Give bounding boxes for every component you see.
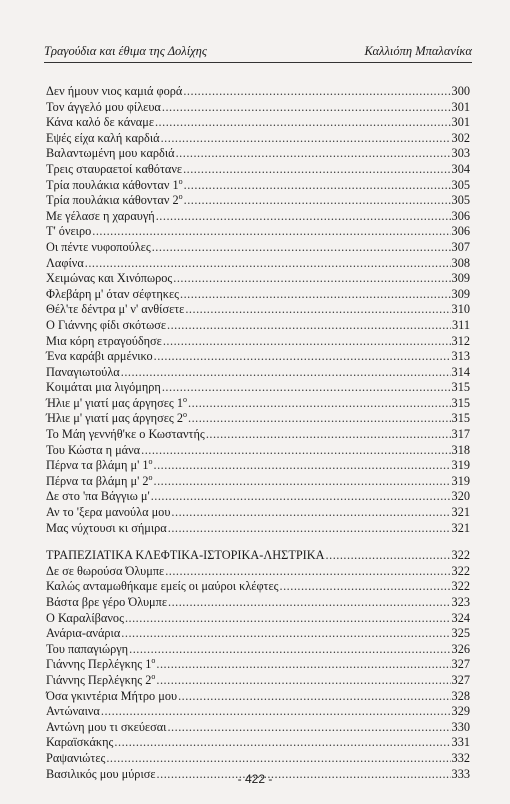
toc-entry [46, 240, 470, 256]
dot-leader [162, 380, 451, 396]
toc-entry-title-text: Βάστα βρε γέρο Όλυμπε [46, 595, 167, 609]
toc-entry-title-text: Γιάννης Περλέγκης 1 [46, 657, 152, 672]
dot-leader [165, 564, 450, 580]
dot-leader [85, 256, 451, 272]
ordinal-marker: ο [183, 394, 187, 404]
ordinal-marker: ο [178, 192, 183, 202]
toc-entry-page: 301 [451, 115, 470, 130]
toc-entry-title [46, 427, 205, 443]
toc-entry-title [46, 735, 113, 751]
toc-entry [46, 318, 470, 334]
toc-entry-page: 311 [452, 317, 470, 332]
toc-entry-title [46, 271, 172, 287]
toc-entry-title [46, 146, 175, 162]
toc-entry-page: 306 [451, 208, 470, 223]
toc-entry-page: 318 [451, 442, 470, 457]
toc-entry [46, 548, 470, 564]
toc-entry-title [46, 178, 183, 194]
dot-leader [156, 673, 450, 689]
toc-entry-title-text: Βαλαντωμένη μου καρδιά [46, 146, 175, 161]
toc-entry-title-text: Ένα καράβι αρμένικο [46, 349, 153, 364]
dot-leader [156, 657, 450, 673]
toc-entry-title-text: Φλεβάρη μ' όταν σέφτηκες [46, 286, 179, 301]
dot-leader [178, 689, 450, 705]
dot-leader [101, 704, 451, 720]
toc-entry-title [46, 611, 124, 627]
toc-entry-title [46, 673, 155, 689]
toc-entry-page: 307 [451, 239, 470, 254]
toc-entry-title-text: Εψές είχα καλή καρδιά [46, 130, 160, 145]
dot-leader [167, 318, 451, 334]
toc-entry [46, 100, 470, 116]
dot-leader [176, 146, 451, 162]
toc-entry [46, 611, 470, 627]
toc-entry-page: 314 [451, 364, 470, 379]
toc-entry-page: 309 [451, 286, 470, 301]
toc-entry-page: 321 [451, 505, 470, 520]
toc-entry-page: 319 [451, 473, 470, 488]
toc-entry [46, 224, 470, 240]
header-author: Καλλιόπη Μπαλανίκα [364, 44, 472, 58]
toc-entry-title-text: Τρία πουλάκια κάθονταν 1 [46, 177, 179, 192]
toc-entry-title [46, 287, 179, 303]
toc-entry-title-text: Τ' όνειρο [46, 224, 92, 239]
toc-entry [46, 751, 470, 767]
toc-entry-title-text: Τρεις σταυραετοί καθότανε [46, 161, 183, 176]
toc-entry-title-text: Του Κώστα η μάνα [46, 442, 141, 457]
toc-entry-page: 320 [451, 489, 470, 504]
toc-entry [46, 411, 470, 427]
toc-entry-page: 330 [451, 719, 470, 734]
header-book-title: Τραγούδια και έθιμα της Δολίχης [44, 44, 207, 58]
toc-entry [46, 380, 470, 396]
dot-leader [185, 302, 450, 318]
toc-entry-title-text: Τον άγγελό μου φίλευα [46, 99, 161, 114]
toc-entry-title [46, 564, 164, 580]
toc-entry-title [46, 302, 184, 318]
dot-leader [125, 611, 451, 627]
ordinal-marker: ο [148, 457, 153, 467]
toc-entry-title [46, 365, 120, 381]
dot-leader [154, 474, 451, 490]
toc-entry-title-text: ΤΡΑΠΕΖΙΑΤΙΚΑ ΚΛΕΦΤΙΚΑ-ΙΣΤΟΡΙΚΑ-ΛΗΣΤΡΙΚΑ [46, 548, 325, 563]
toc-entry-page: 322 [451, 563, 470, 578]
toc-entry [46, 474, 470, 490]
dot-leader [92, 224, 450, 240]
toc-entry-title [46, 318, 166, 334]
toc-entry-title [46, 642, 128, 658]
table-of-contents [46, 84, 470, 782]
ordinal-marker: ο [148, 472, 153, 482]
toc-entry-title [46, 256, 84, 272]
toc-entry-page: 305 [451, 177, 470, 192]
toc-entry-title-text: Αν το 'ξερα μανούλα μου [46, 505, 171, 520]
toc-entry [46, 334, 470, 350]
toc-entry-title-text: Καραϊσκάκης [46, 735, 114, 750]
toc-entry-title-text: Μια κόρη ετραγούδησε [46, 333, 162, 348]
toc-entry-title [46, 162, 182, 178]
toc-section-kleftika [46, 548, 470, 782]
toc-entry-page: 305 [451, 193, 470, 208]
toc-entry-title [46, 100, 161, 116]
toc-entry-title [46, 240, 151, 256]
dot-leader [184, 178, 451, 194]
toc-entry-title-text: Παναγιωτούλα [46, 364, 120, 379]
toc-entry-title [46, 505, 170, 521]
toc-entry-title-text: Λαφίνα [46, 255, 84, 270]
section-gap [46, 536, 470, 548]
toc-entry-title [46, 334, 162, 350]
toc-entry [46, 131, 470, 147]
toc-entry [46, 256, 470, 272]
toc-entry-title [46, 720, 166, 736]
toc-entry [46, 595, 470, 611]
toc-entry-page: 322 [451, 548, 470, 563]
toc-entry-title [46, 380, 161, 396]
toc-entry-title-text: Κοιμάται μια λιγόμηρη [46, 380, 161, 395]
toc-entry-title-text: Ο Καραλίβανος [46, 610, 124, 625]
dot-leader [154, 349, 451, 365]
ordinal-marker: ο [183, 410, 187, 420]
toc-entry-title-text: Όσα γκιντέρια Μήτρο μου [46, 688, 178, 703]
dot-leader [151, 489, 451, 505]
toc-entry-page: 303 [451, 146, 470, 161]
toc-entry-page: 313 [451, 349, 470, 364]
toc-entry [46, 209, 470, 225]
toc-entry-page: 300 [451, 84, 470, 98]
toc-entry-title [46, 626, 120, 642]
toc-entry-title-text: Δε σε θωρούσα Όλυμπε [46, 563, 165, 578]
toc-entry [46, 564, 470, 580]
toc-entry-title-text: Ήλιε μ' γιατί μας άργησες 2 [46, 411, 183, 426]
toc-entry [46, 396, 470, 412]
toc-entry [46, 443, 470, 459]
toc-entry-title [46, 548, 325, 564]
toc-entry-page: 317 [451, 427, 470, 442]
toc-entry-title [46, 689, 177, 705]
toc-entry-title [46, 115, 154, 131]
toc-entry-title [46, 595, 167, 611]
toc-entry-title-text: Του παπαγιώργη [46, 641, 129, 656]
toc-entry-title-text: Δεν ήμουν νιος καμιά φορά [46, 84, 183, 98]
toc-entry-title-text: Αντώνη μου τι σκεύεσαι [46, 719, 167, 734]
dot-leader [180, 287, 451, 303]
toc-entry-page: 310 [451, 302, 470, 317]
dot-leader [183, 84, 450, 100]
dot-leader [280, 579, 451, 595]
toc-entry-title-text: Ανάρια-ανάρια [46, 626, 121, 641]
toc-entry-title [46, 657, 155, 673]
toc-entry-page: 331 [451, 735, 470, 750]
toc-entry-page: 329 [451, 704, 470, 719]
toc-entry-page: 325 [451, 626, 470, 641]
dot-leader [155, 115, 451, 131]
toc-entry [46, 735, 470, 751]
dot-leader [167, 720, 450, 736]
toc-entry-page: 308 [451, 255, 470, 270]
dot-leader [168, 521, 451, 537]
toc-entry-page: 302 [451, 130, 470, 145]
dot-leader [156, 209, 451, 225]
toc-entry-title-text: Δε στο 'πα Βάγγιω μ' [46, 489, 150, 504]
dot-leader [173, 271, 450, 287]
toc-entry-title [46, 84, 182, 100]
toc-entry-title [46, 224, 91, 240]
dot-leader [168, 595, 451, 611]
toc-entry-page: 312 [451, 333, 470, 348]
toc-entry-page: 321 [451, 520, 470, 535]
toc-entry [46, 458, 470, 474]
dot-leader [184, 193, 451, 209]
dot-leader [163, 334, 451, 350]
toc-entry [46, 489, 470, 505]
dot-leader [206, 427, 451, 443]
toc-entry [46, 689, 470, 705]
toc-entry-page: 332 [451, 750, 470, 765]
toc-entry [46, 365, 470, 381]
toc-entry-title-text: Θέλ'τε δέντρα μ' ν' ανθίσετε [46, 302, 185, 317]
toc-entry-title [46, 474, 153, 490]
page-number: - 422 - [237, 772, 273, 786]
toc-entry-page: 322 [451, 579, 470, 594]
toc-entry [46, 579, 470, 595]
toc-entry-page: 315 [451, 395, 470, 410]
toc-entry-page: 315 [451, 380, 470, 395]
toc-entry [46, 704, 470, 720]
toc-entry [46, 287, 470, 303]
toc-entry-page: 323 [451, 595, 470, 609]
dot-leader [121, 365, 451, 381]
toc-entry [46, 427, 470, 443]
toc-entry-title [46, 349, 153, 365]
toc-entry [46, 271, 470, 287]
dot-leader [114, 735, 450, 751]
toc-entry [46, 84, 470, 100]
toc-entry [46, 178, 470, 194]
toc-entry [46, 115, 470, 131]
ordinal-marker: ο [178, 176, 183, 186]
toc-entry-title-text: Το Μάη γεννήθ'κε ο Κωσταντής [46, 427, 205, 442]
toc-entry [46, 657, 470, 673]
toc-entry [46, 642, 470, 658]
toc-entry-title [46, 458, 153, 474]
dot-leader [326, 548, 451, 564]
toc-entry [46, 349, 470, 365]
toc-entry [46, 505, 470, 521]
toc-entry-page: 319 [451, 458, 470, 473]
toc-entry [46, 162, 470, 178]
toc-entry-title-text: Οι πέντε νυφοπούλες [46, 239, 151, 254]
toc-entry-title-text: Αντώναινα [46, 704, 100, 719]
toc-entry [46, 673, 470, 689]
dot-leader [188, 411, 451, 427]
ordinal-marker: ο [151, 671, 156, 681]
toc-entry [46, 302, 470, 318]
toc-entry-title-text: Ο Γιάννης φίδι σκότωσε [46, 317, 166, 332]
toc-entry [46, 193, 470, 209]
dot-leader [129, 642, 450, 658]
dot-leader [154, 458, 451, 474]
dot-leader [161, 131, 451, 147]
dot-leader [106, 751, 450, 767]
toc-entry-title-text: Μας νύχτουσι κι σήμιρα [46, 520, 167, 535]
toc-entry-page: 304 [451, 161, 470, 176]
toc-entry-title-text: Κάνα καλό δε κάναμε [46, 115, 154, 130]
toc-entry-title-text: Με γέλασε η χαραυγή [46, 208, 155, 223]
toc-entry-title-text: Καλώς ανταμωθήκαμε εμείς οι μαύροι κλέφτες [46, 579, 279, 594]
toc-entry-page: 326 [451, 641, 470, 656]
toc-entry-title [46, 579, 279, 595]
toc-entry-title-text: Χειμώνας και Χινόπωρος [46, 271, 173, 286]
running-header [44, 44, 472, 63]
toc-entry-title [46, 131, 160, 147]
dot-leader [171, 505, 450, 521]
toc-entry-title [46, 489, 150, 505]
toc-entry-page: 327 [451, 672, 470, 687]
toc-entry-title-text: Πέρνα τα βλάμη μ' 2 [46, 473, 149, 488]
toc-entry-title [46, 704, 100, 720]
toc-entry [46, 720, 470, 736]
toc-entry-title-text: Βασιλικός μου μύρισε [46, 766, 156, 781]
toc-entry-title-text: Τρία πουλάκια κάθονταν 2 [46, 193, 179, 208]
toc-entry-title [46, 521, 167, 537]
toc-section-songs [46, 84, 470, 536]
toc-entry-title-text: Γιάννης Περλέγκης 2 [46, 672, 152, 687]
dot-leader [121, 626, 450, 642]
ordinal-marker: ο [151, 656, 156, 666]
toc-entry-page: 328 [451, 688, 470, 703]
toc-entry-title-text: Ήλιε μ' γιατί μας άργησες 1 [46, 395, 183, 410]
toc-entry-title [46, 443, 140, 459]
toc-entry-title-text: Ραψανιώτες [46, 750, 106, 765]
toc-entry-title [46, 193, 183, 209]
toc-entry-title-text: Πέρνα τα βλάμη μ' 1 [46, 458, 149, 473]
toc-entry-page: 324 [451, 610, 470, 625]
toc-entry-title [46, 411, 187, 427]
toc-entry-page: 315 [451, 411, 470, 426]
toc-entry [46, 626, 470, 642]
toc-entry-page: 309 [451, 271, 470, 286]
toc-entry-title [46, 209, 155, 225]
toc-entry [46, 146, 470, 162]
dot-leader [141, 443, 450, 459]
toc-entry [46, 521, 470, 537]
dot-leader [162, 100, 451, 116]
toc-entry-page: 333 [451, 766, 470, 781]
dot-leader [183, 162, 450, 178]
toc-entry-page: 327 [451, 657, 470, 672]
toc-entry-title [46, 396, 187, 412]
dot-leader [188, 396, 451, 412]
toc-entry-title [46, 751, 105, 767]
toc-entry-page: 306 [451, 224, 470, 239]
dot-leader [152, 240, 451, 256]
toc-entry-page: 301 [451, 99, 470, 114]
